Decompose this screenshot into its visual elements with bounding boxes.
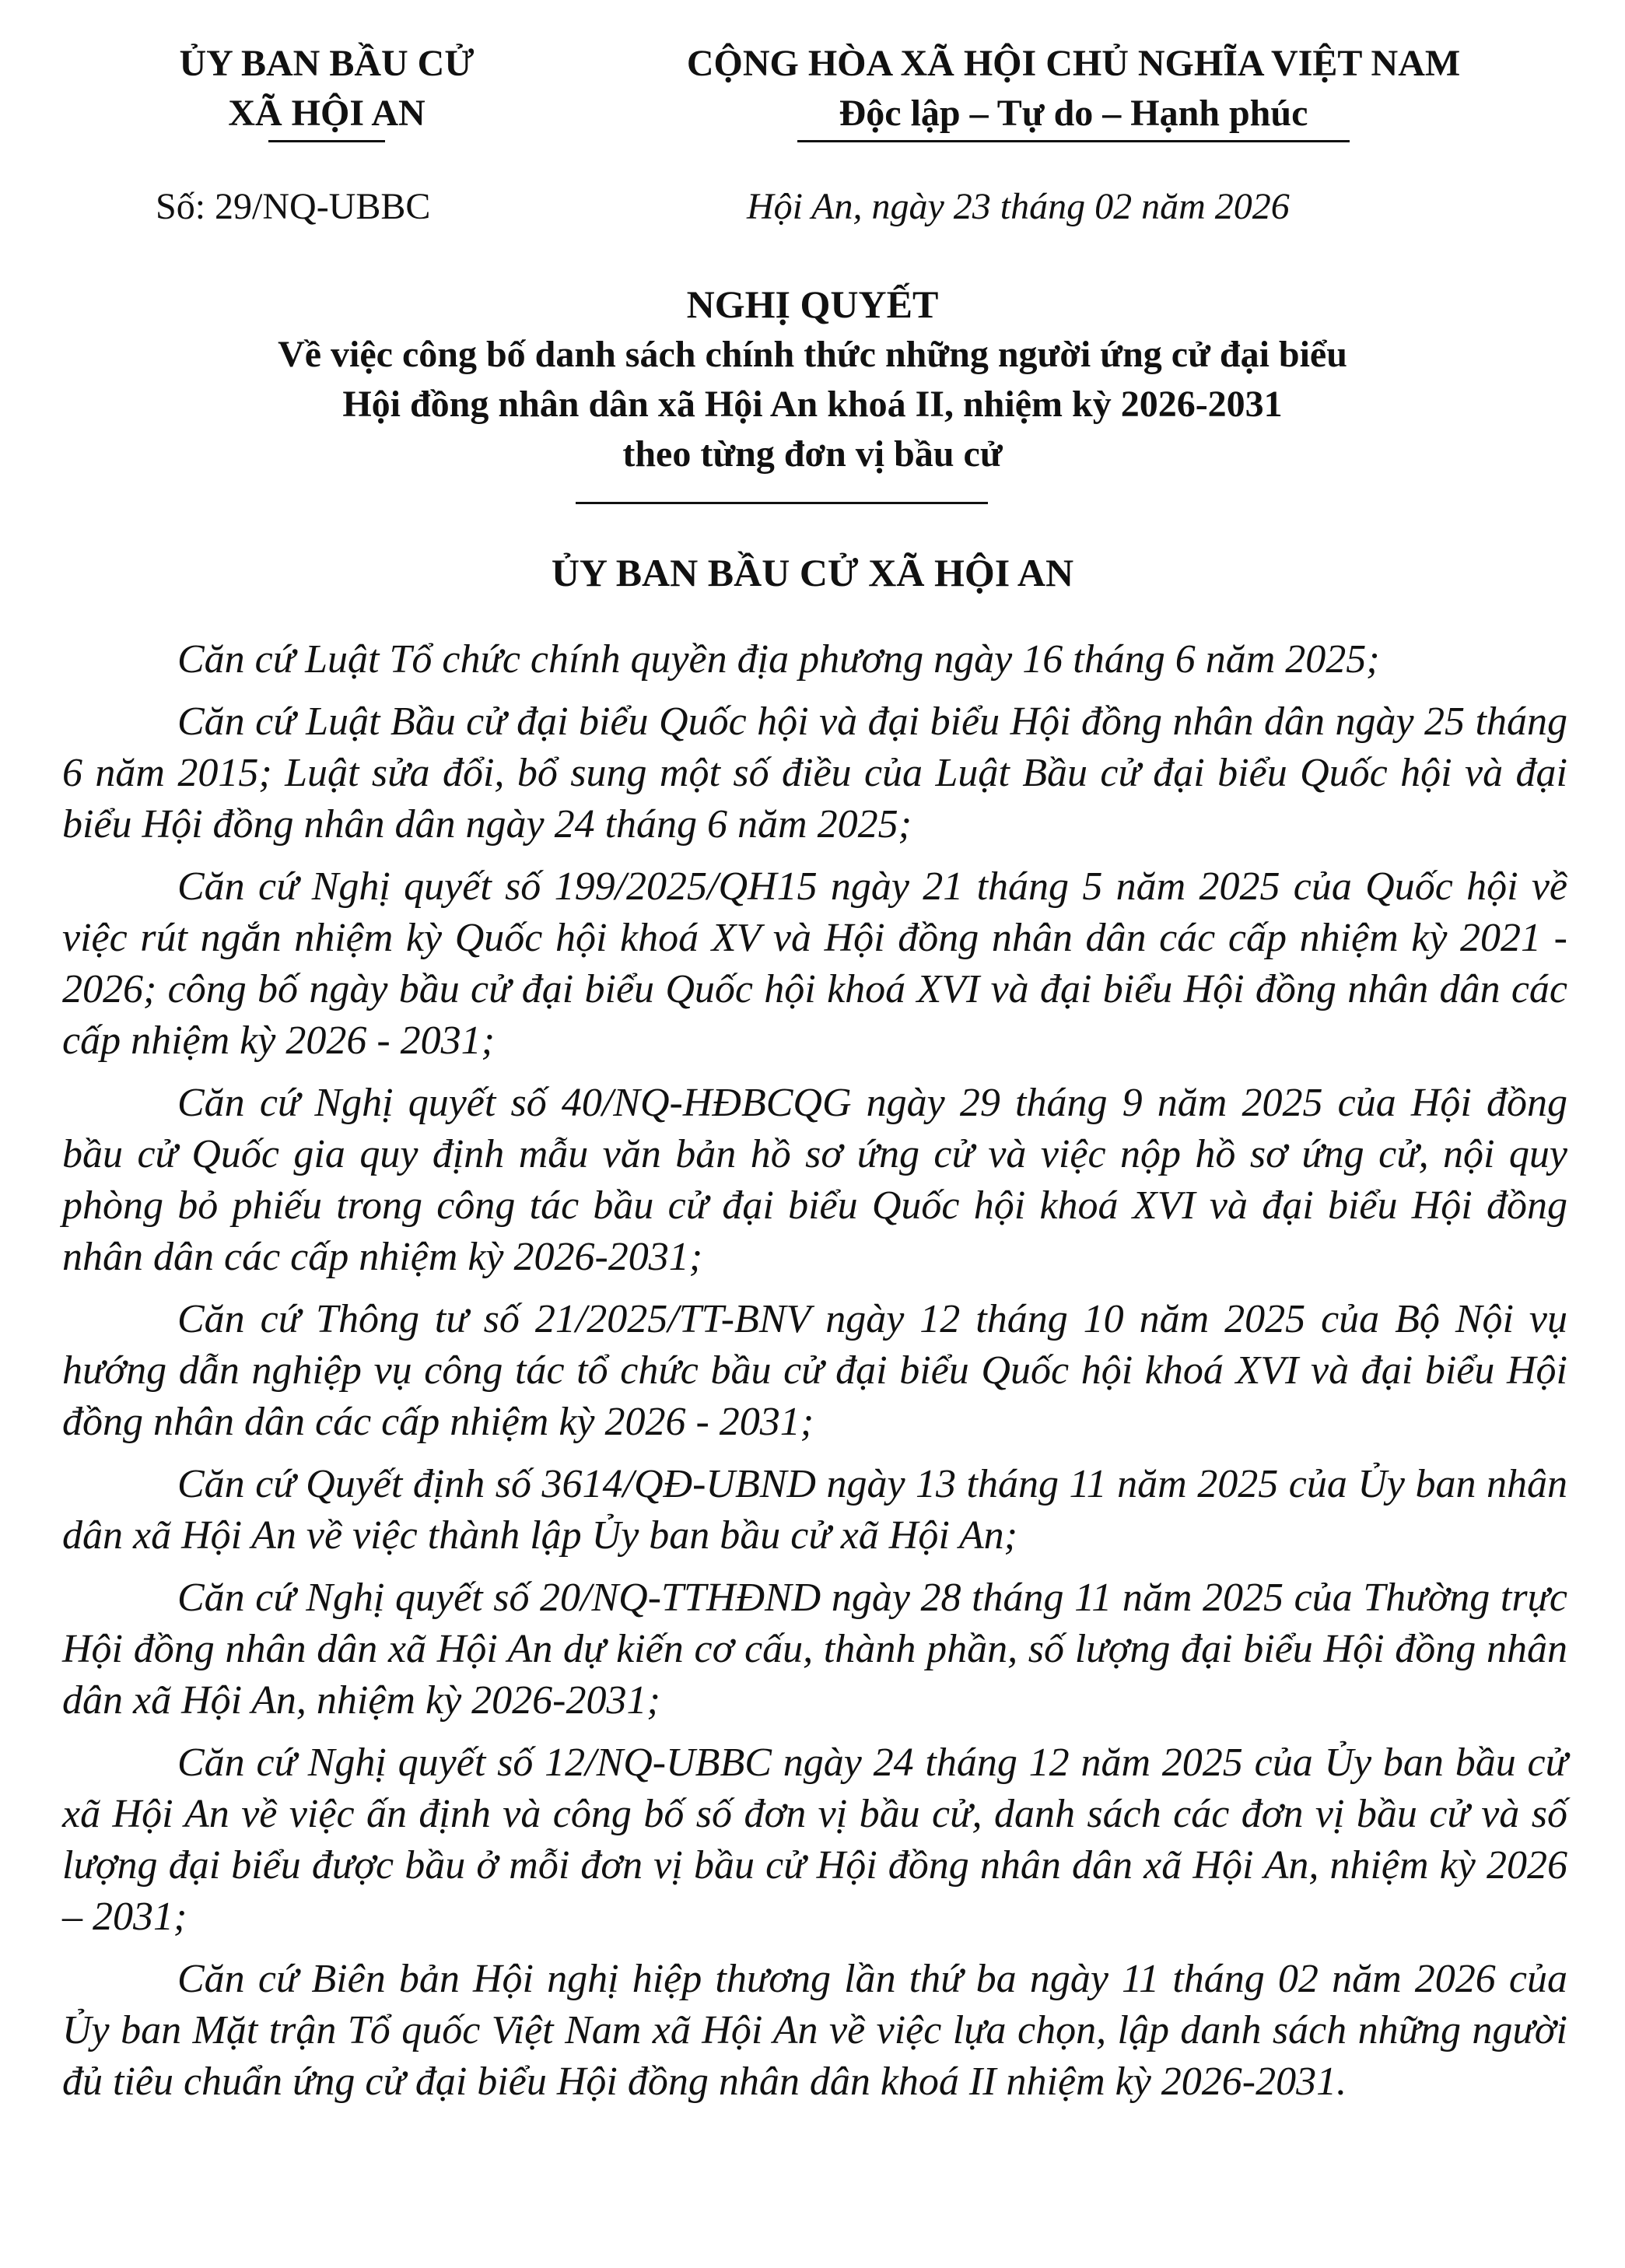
title-main: NGHỊ QUYẾT (686, 282, 939, 326)
legal-basis-paragraph: Căn cứ Nghị quyết số 12/NQ-UBBC ngày 24 tháng 12 năm 2025 của Ủy ban bầu cử xã Hội An về việc ấn định và công bố số đơn vị bầu cử, danh sách các đơn vị bầu cử và số lượng đại biểu được bầu ở mỗi đơn vị bầu cử Hội đồng nhân dân xã Hội An, nhiệm kỳ 2026 – 2031; (62, 1740, 1567, 1939)
document-date: Hội An, ngày 23 tháng 02 năm 2026 (747, 186, 1290, 227)
issuing-body-line1: ỦY BAN BẦU CỬ (179, 43, 475, 84)
document-body (62, 634, 1567, 2119)
issuing-body-underline (268, 140, 385, 142)
legal-basis-paragraph: Căn cứ Luật Tổ chức chính quyền địa phương ngày 16 tháng 6 năm 2025; (177, 637, 1380, 682)
legal-basis-paragraph: Căn cứ Quyết định số 3614/QĐ-UBND ngày 13 tháng 11 năm 2025 của Ủy ban nhân dân xã Hội An về việc thành lập Ủy ban bầu cử xã Hội An; (62, 1462, 1567, 1558)
document-title (0, 279, 1625, 479)
issuing-body (132, 39, 521, 138)
title-line-2: Hội đồng nhân dân xã Hội An khoá II, nhiệm kỳ 2026-2031 (342, 384, 1283, 425)
motto-line: Độc lập – Tự do – Hạnh phúc (839, 93, 1308, 134)
legal-basis-paragraph: Căn cứ Nghị quyết số 40/NQ-HĐBCQG ngày 29 tháng 9 năm 2025 của Hội đồng bầu cử Quốc gia quy định mẫu văn bản hồ sơ ứng cử và việc nộp hồ sơ ứng cử, nội quy phòng bỏ phiếu trong công tác bầu cử đại biểu Quốc hội khoá XVI và đại biểu Hội đồng nhân dân các cấp nhiệm kỳ 2026-2031; (62, 1081, 1567, 1279)
issuing-body-line2: XÃ HỘI AN (228, 93, 426, 134)
legal-basis-paragraph: Căn cứ Nghị quyết số 199/2025/QH15 ngày 21 tháng 5 năm 2025 của Quốc hội về việc rút ngắn nhiệm kỳ Quốc hội khoá XV và Hội đồng nhân dân các cấp nhiệm kỳ 2021 - 2026; công bố ngày bầu cử đại biểu Quốc hội khoá XVI và đại biểu Hội đồng nhân dân các cấp nhiệm kỳ 2026 - 2031; (62, 864, 1567, 1063)
title-underline (576, 502, 988, 504)
legal-basis-paragraph: Căn cứ Biên bản Hội nghị hiệp thương lần thứ ba ngày 11 tháng 02 năm 2026 của Ủy ban Mặt trận Tổ quốc Việt Nam xã Hội An về việc lựa chọn, lập danh sách những người đủ tiêu chuẩn ứng cử đại biểu Hội đồng nhân dân khoá II nhiệm kỳ 2026-2031. (62, 1957, 1567, 2104)
legal-basis-paragraph: Căn cứ Thông tư số 21/2025/TT-BNV ngày 12 tháng 10 năm 2025 của Bộ Nội vụ hướng dẫn nghiệp vụ công tác tổ chức bầu cử đại biểu Quốc hội khoá XVI và đại biểu Hội đồng nhân dân các cấp nhiệm kỳ 2026 - 2031; (62, 1297, 1567, 1444)
title-line-3: theo từng đơn vị bầu cử (622, 433, 1003, 475)
motto-underline (797, 140, 1350, 142)
country-name: CỘNG HÒA XÃ HỘI CHỦ NGHĨA VIỆT NAM (686, 43, 1461, 84)
national-motto (607, 39, 1540, 138)
legal-basis-paragraph: Căn cứ Nghị quyết số 20/NQ-TTHĐND ngày 28 tháng 11 năm 2025 của Thường trực Hội đồng nhân dân xã Hội An dự kiến cơ cấu, thành phần, số lượng đại biểu Hội đồng nhân dân xã Hội An, nhiệm kỳ 2026-2031; (62, 1576, 1567, 1723)
document-number: Số: 29/NQ-UBBC (156, 186, 431, 227)
document-header (0, 39, 1625, 195)
title-line-1: Về việc công bố danh sách chính thức những người ứng cử đại biểu (278, 334, 1347, 375)
legal-basis-paragraph: Căn cứ Luật Bầu cử đại biểu Quốc hội và đại biểu Hội đồng nhân dân ngày 25 tháng 6 năm 2015; Luật sửa đổi, bổ sung một số điều của Luật Bầu cử đại biểu Quốc hội và đại biểu Hội đồng nhân dân ngày 24 tháng 6 năm 2025; (62, 699, 1567, 847)
issuer-heading: ỦY BAN BẦU CỬ XÃ HỘI AN (551, 551, 1074, 594)
